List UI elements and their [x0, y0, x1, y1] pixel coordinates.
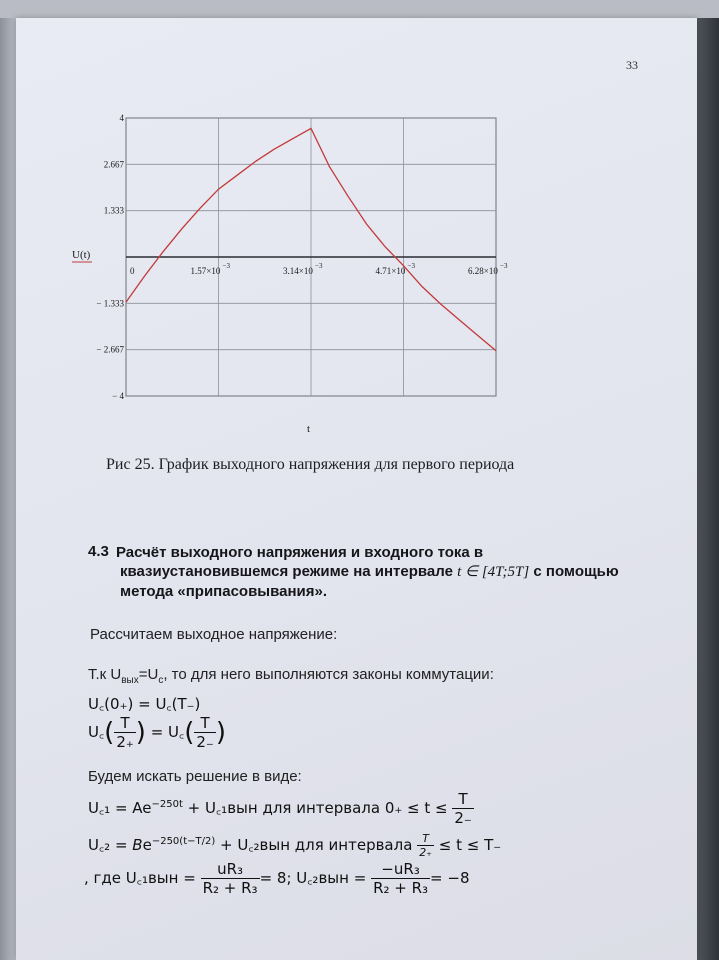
x-tick-exponent: −3 — [222, 262, 230, 270]
voltage-chart — [16, 18, 697, 448]
paragraph-solution-form: Будем искать решение в виде: — [88, 768, 302, 785]
fraction: $\frac{\text{−uR₃}}{\text{R₂ + R₃}}$ — [373, 860, 429, 897]
interval-formula: t ∈ [4T;5T] — [457, 564, 530, 580]
binder-left-edge — [0, 18, 16, 960]
equation-uc2: U꜀₂ = $Be^{-250(t-T/2)}$ + U꜀₂вын для интервала $\frac{T}{2_+}$ ≤ t ≤ T₋ — [88, 832, 502, 859]
fraction: $\frac{\text{uR₃}}{\text{R₂ + R₃}}$ — [202, 860, 258, 897]
fraction: $\frac{T}{2_+}$ — [116, 714, 134, 751]
fraction: $\frac{T}{2_+}$ — [419, 832, 432, 859]
section-title-line2: квазиустановившемся режиме на интервале t ∈ [4T;5T] с помощью — [120, 563, 619, 580]
y-tick-label: 2.667 — [103, 159, 124, 170]
section-number: 4.3 — [88, 543, 109, 560]
section-title — [116, 543, 636, 601]
y-tick-label: − 4 — [112, 391, 124, 401]
paragraph-commutation: Т.к $U_{вых}=U_c$, то для него выполняются законы коммутации: — [88, 666, 494, 686]
x-tick-label: 0 — [130, 266, 135, 276]
document-page — [16, 18, 697, 960]
paragraph-calc-voltage: Рассчитаем выходное напряжение: — [90, 626, 338, 643]
x-tick-label: 3.14×10 — [283, 266, 313, 276]
y-axis-label: U(t) — [72, 249, 91, 261]
equation-commutation-2: U꜀( $\frac{T}{2_+}$ ) = U꜀( $\frac{T}{2_-}$ ) — [88, 714, 227, 751]
x-tick-exponent: −3 — [407, 262, 415, 270]
x-axis-label: t — [307, 423, 311, 435]
fraction: $\frac{T}{2_-}$ — [454, 790, 472, 827]
equation-steady-state: , где U꜀₁вын = $\frac{\text{uR₃}}{\text{R₂ + R₃}}$ = 8; U꜀₂вын = $\frac{\text{−uR₃}}{\text{R₂ + R₃}}$ = −8 — [84, 860, 470, 897]
figure-caption: Рис 25. График выходного напряжения для первого периода — [106, 456, 515, 473]
x-tick-label: 4.71×10 — [375, 266, 406, 276]
fraction: $\frac{T}{2_-}$ — [196, 714, 214, 751]
equation-commutation-1: U꜀(0₊) = U꜀(T₋) — [88, 695, 201, 713]
chart-grid — [126, 118, 496, 396]
equation-uc1: U꜀₁ = $Ae^{-250t}$ + U꜀₁вын для интервала 0₊ ≤ t ≤ $\frac{T}{2_-}$ — [88, 790, 472, 827]
y-tick-label: − 2.667 — [96, 344, 124, 355]
section-title-line3: метода «припасовывания». — [120, 583, 328, 600]
page-number: 33 — [626, 58, 638, 72]
y-tick-label: 1.333 — [103, 205, 124, 216]
y-tick-label: − 1.333 — [96, 298, 124, 309]
x-tick-exponent: −3 — [500, 262, 508, 270]
binder-right-edge — [697, 18, 719, 960]
x-tick-label: 6.28×10 — [468, 266, 498, 276]
section-title-line1: Расчёт выходного напряжения и входного тока в — [116, 544, 484, 561]
y-tick-label: 4 — [119, 113, 124, 123]
x-tick-label: 1.57×10 — [190, 266, 221, 276]
x-tick-exponent: −3 — [315, 262, 323, 270]
